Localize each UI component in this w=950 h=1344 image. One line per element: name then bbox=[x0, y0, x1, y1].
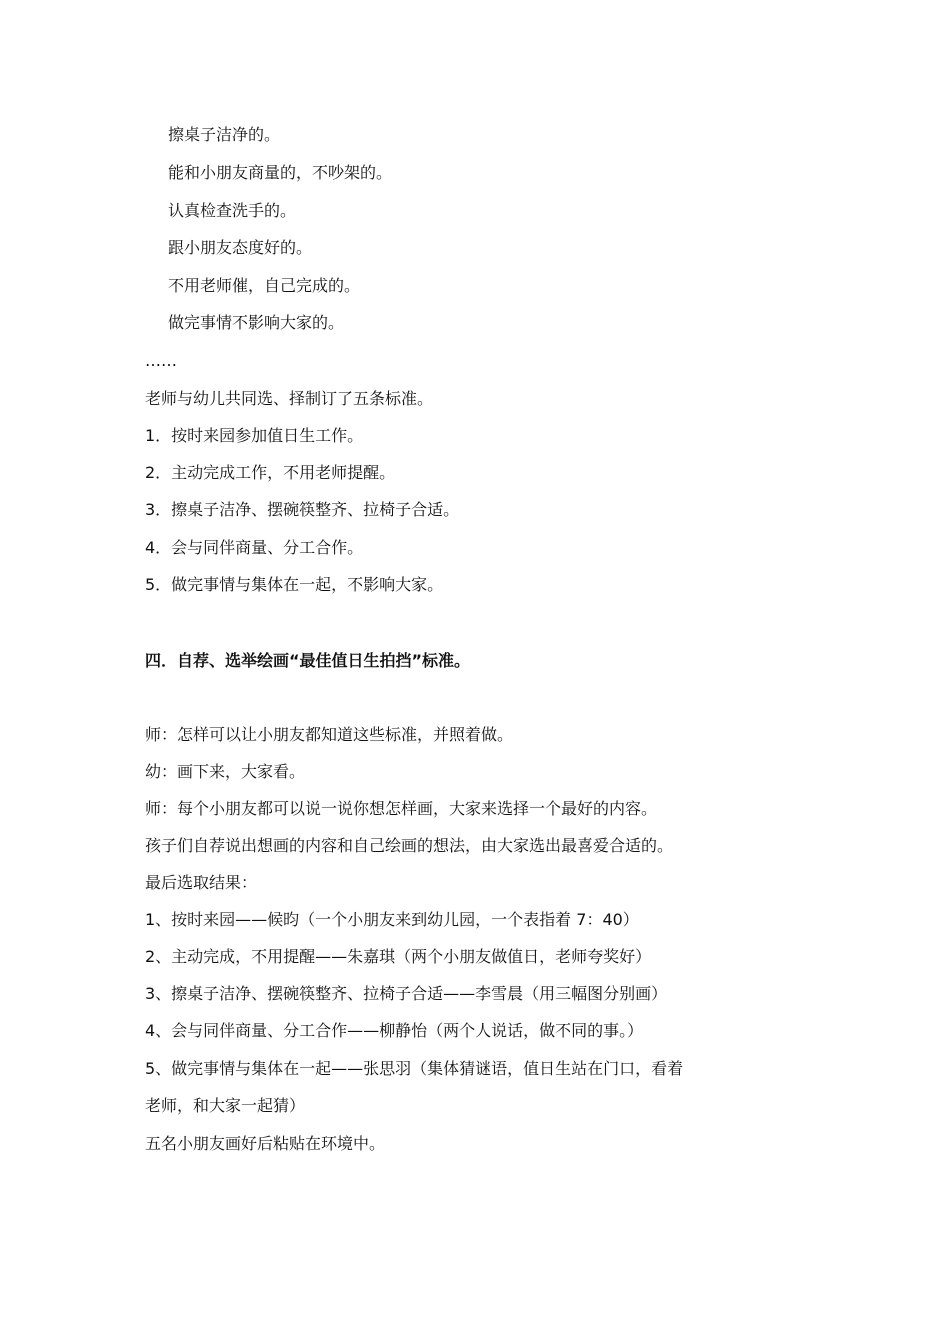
section-heading: 四．自荐、选举绘画“最佳值日生拍挡”标准。 bbox=[145, 651, 471, 670]
result-item: 3、擦桌子洁净、摆碗筷整齐、拉椅子合适——李雪晨（用三幅图分别画） bbox=[145, 984, 668, 1003]
statement-line: 跟小朋友态度好的。 bbox=[168, 238, 313, 257]
standard-item: 2．主动完成工作，不用老师提醒。 bbox=[145, 463, 396, 482]
result-item: 4、会与同伴商量、分工合作——柳静怡（两个人说话，做不同的事。） bbox=[145, 1021, 644, 1040]
result-item: 5、做完事情与集体在一起——张思羽（集体猜谜语，值日生站在门口，看着 bbox=[145, 1059, 684, 1078]
statement-line: 不用老师催，自己完成的。 bbox=[168, 276, 361, 295]
dialogue-line: 师：怎样可以让小朋友都知道这些标准，并照着做。 bbox=[145, 725, 514, 744]
statement-line: 做完事情不影响大家的。 bbox=[168, 313, 345, 332]
standard-item: 5．做完事情与集体在一起，不影响大家。 bbox=[145, 575, 444, 594]
dialogue-line: 师：每个小朋友都可以说一说你想怎样画，大家来选择一个最好的内容。 bbox=[145, 799, 658, 818]
statement-line: 能和小朋友商量的，不吵架的。 bbox=[168, 163, 393, 182]
statement-line: 认真检查洗手的。 bbox=[168, 201, 297, 220]
result-item-continuation: 老师，和大家一起猜） bbox=[145, 1096, 306, 1115]
ellipsis-text: …… bbox=[145, 351, 177, 370]
standard-item: 1．按时来园参加值日生工作。 bbox=[145, 426, 364, 445]
standard-item: 4．会与同伴商量、分工合作。 bbox=[145, 538, 364, 557]
standards-intro: 老师与幼儿共同选、择制订了五条标准。 bbox=[145, 389, 434, 408]
dialogue-line: 最后选取结果： bbox=[145, 873, 258, 892]
result-item: 1、按时来园——候昀（一个小朋友来到幼儿园，一个表指着 7：40） bbox=[145, 910, 639, 929]
statement-line: 擦桌子洁净的。 bbox=[168, 125, 281, 144]
standard-item: 3．擦桌子洁净、摆碗筷整齐、拉椅子合适。 bbox=[145, 500, 460, 519]
closing-line: 五名小朋友画好后粘贴在环境中。 bbox=[145, 1134, 386, 1153]
dialogue-line: 孩子们自荐说出想画的内容和自己绘画的想法，由大家选出最喜爱合适的。 bbox=[145, 836, 674, 855]
dialogue-line: 幼：画下来，大家看。 bbox=[145, 762, 306, 781]
result-item: 2、主动完成，不用提醒——朱嘉琪（两个小朋友做值日，老师夸奖好） bbox=[145, 947, 652, 966]
